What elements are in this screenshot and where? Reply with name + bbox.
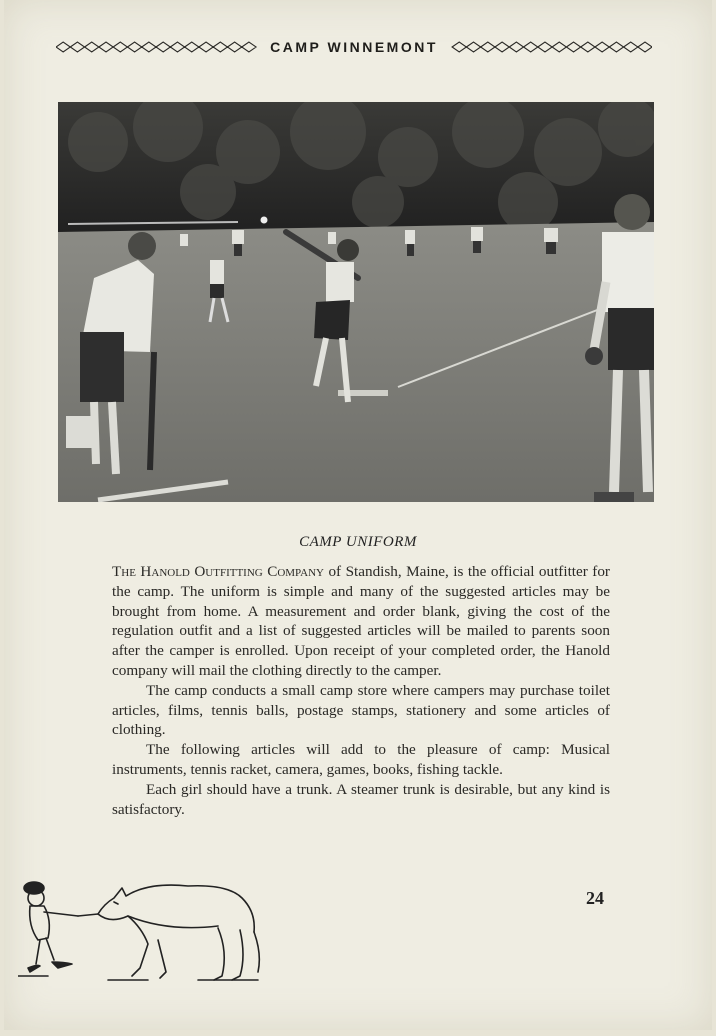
page-number: 24 <box>586 888 604 908</box>
right-ornament-icon <box>448 41 652 53</box>
paragraph-trunk: Each girl should have a trunk. A steamer trunk is desirable, but any kind is satisfactory. <box>112 780 610 818</box>
paragraph-articles: The following articles will add to the pleasure of camp: Musical instruments, tennis racket, camera, games, books, fishing tackle. <box>112 741 610 778</box>
paragraph-camp-store: The camp conducts a small camp store where campers may purchase toilet articles, films, tennis balls, postage stamps, stationery and some articles of clothing. <box>112 681 610 739</box>
left-ornament-icon <box>56 41 260 53</box>
girl-pulling-horse-sketch-icon <box>18 868 268 988</box>
paragraph-outfitter-text: of Standish, Maine, is the official outfitter for the camp. The uniform is simple and many of the suggested articles may be brought from home. A measurement and order blank, giving the cost of the regulation outfit and a list of suggested articles will be mailed to parents soon after the camper is enrolled. Upon receipt of your completed order, the Hanold company will mail the clothing directly to the camper. <box>112 563 610 679</box>
body-text <box>112 562 610 819</box>
running-header <box>56 36 652 58</box>
paragraph-outfitter <box>112 562 610 681</box>
softball-game-photo <box>58 102 654 502</box>
photo-illustration <box>58 102 654 502</box>
header-title: CAMP WINNEMONT <box>270 39 438 55</box>
company-name: The Hanold Outfitting Company <box>112 563 324 580</box>
photo-caption: CAMP UNIFORM <box>299 534 417 550</box>
